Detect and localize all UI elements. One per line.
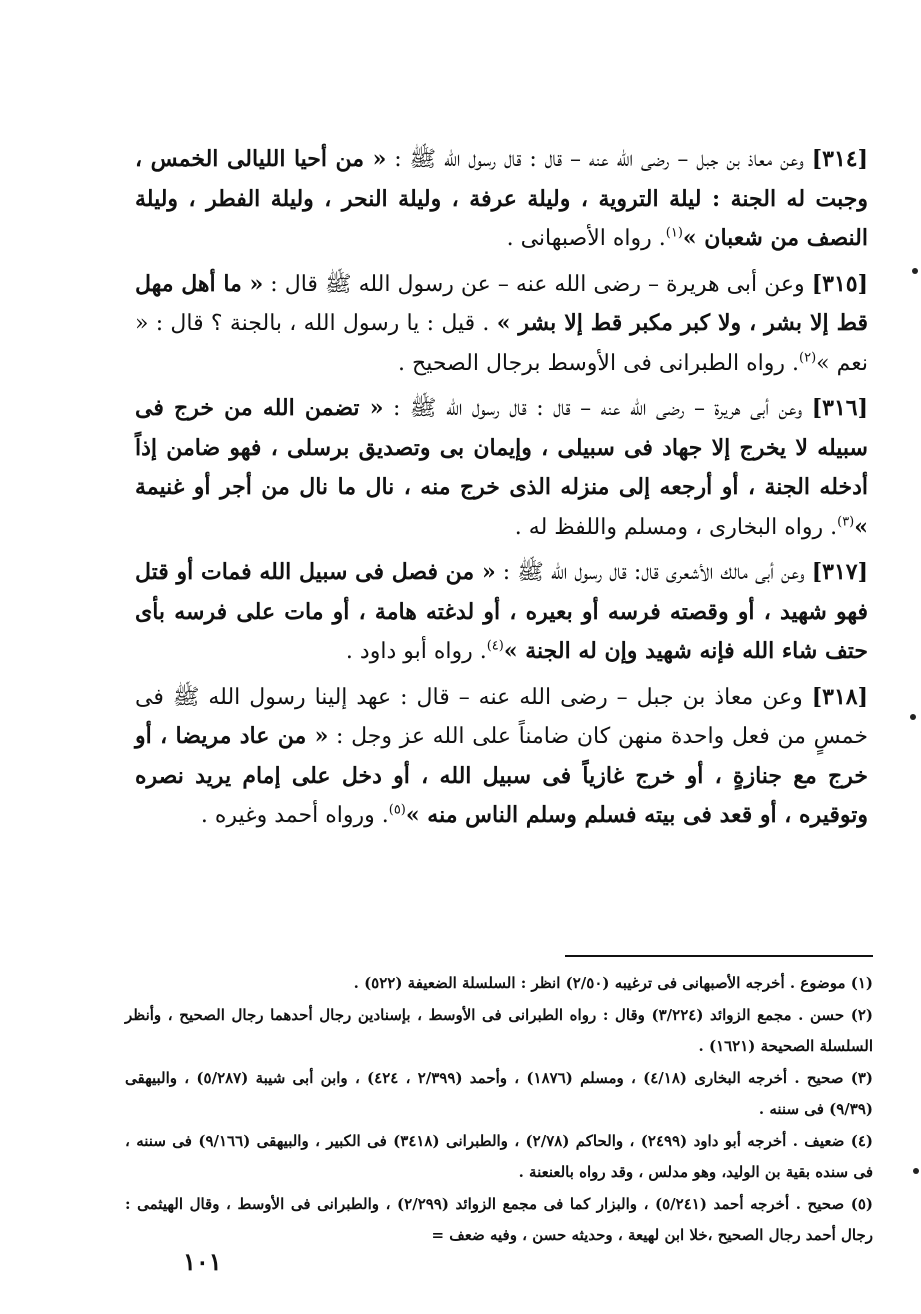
footnote-ref: (٥) — [388, 802, 406, 818]
hadith-314 — [135, 140, 868, 259]
hadith-quote: « تضمن الله من خرج فى سبيله لا يخرج إلا جهاد فى سبيلى ، وإيمان بى وتصديق برسلى ، فهو ضامن إذاً أدخله الجنة ، أو أرجعه إلى منزله الذى خرج منه ، نال ما نال من أجر أو غنيمة » — [135, 395, 868, 540]
footnote-3: (٣) صحيح . أخرجه البخارى (٤/١٨) ، ومسلم (١٨٧٦) ، وأحمد (٢/٣٩٩ ، ٤٢٤) ، وابن أبى شيبة (٥/٢٨٧) ، والبيهقى (٩/٣٩) فى سننه . — [125, 1068, 873, 1118]
hadith-number: [٣١٨] — [811, 683, 868, 710]
margin-mark — [910, 714, 916, 720]
hadith-source: . رواه أبو داود . — [345, 639, 487, 664]
footnotes — [125, 968, 873, 1252]
hadith-source: . رواه الأصبهانى . — [506, 226, 666, 251]
hadith-source: . ورواه أحمد وغيره . — [200, 803, 389, 828]
main-text — [135, 140, 868, 842]
hadith-quote: « من فصل فى سبيل الله فمات أو قتل فهو شهيد ، أو وقصته فرسه أو بعيره ، أو لدغته هامة ، أو مات على فرسه بأى حتف شاء الله فإنه شهيد وإن له الجنة » — [135, 559, 868, 664]
margin-mark — [912, 268, 918, 274]
footnote-ref: (٣) — [837, 514, 855, 530]
hadith-source: . رواه البخارى ، ومسلم واللفظ له . — [514, 514, 838, 540]
hadith-intro: وعن معاذ بن جبل – رضى الله عنه – قال : عهد إلينا رسول الله ﷺ فى خمسٍ من فعل واحدة منهن كان ضامناً على الله عز وجل : — [135, 684, 868, 749]
footnote-ref: (٤) — [486, 638, 504, 654]
footnote-ref: (٢) — [799, 350, 817, 366]
margin-mark — [913, 1168, 919, 1174]
hadith-intro: وعن أبى هريرة – رضى الله عنه – عن رسول الله ﷺ قال : — [263, 271, 812, 297]
hadith-317 — [135, 553, 868, 672]
hadith-source: . رواه الطبرانى فى الأوسط برجال الصحيح . — [398, 350, 800, 376]
footnote-5: (٥) صحيح . أخرجه أحمد (٥/٢٤١) ، والبزار كما فى مجمع الزوائد (٢/٢٩٩) ، والطبرانى فى الأوسط ، وقال الهيثمى : رجال أحمد رجال الصحيح ،خلا ابن لهيعة ، وحديثه حسن ، وفيه ضعف = — [125, 1194, 873, 1244]
hadith-quote: « من عاد مريضا ، أو خرج مع جنازةٍ ، أو خرج غازياً فى سبيل الله ، أو دخل على إمام يريد نصره وتوقيره ، أو قعد فى بيته فسلم وسلم الناس منه » — [135, 723, 868, 828]
hadith-intro: وعن أبى هريرة – رضى الله عنه – قال : قال رسول الله ﷺ : — [383, 396, 812, 421]
hadith-315 — [135, 265, 868, 384]
hadith-316 — [135, 389, 868, 547]
hadith-number: [٣١٥] — [811, 270, 868, 297]
footnote-4: (٤) ضعيف . أخرجه أبو داود (٢٤٩٩) ، والحاكم (٢/٧٨) ، والطبرانى (٣٤١٨) فى الكبير ، والبيهقى (٩/١٦٦) فى سننه ، فى سنده بقية بن الوليد، وهو مدلس ، وقد رواه بالعنعنة . — [125, 1131, 873, 1181]
hadith-quote: « ما أهل مهل قط إلا بشر ، ولا كبر مكبر قط إلا بشر » — [135, 270, 868, 336]
hadith-quote: « من أحيا الليالى الخمس ، وجبت له الجنة : ليلة التروية ، وليلة عرفة ، وليلة النحر ، وليلة الفطر ، وليلة النصف من شعبان » — [135, 146, 868, 251]
footnote-ref: (١) — [665, 225, 683, 241]
page-number: ١٠١ — [183, 1247, 222, 1276]
footnote-divider — [565, 955, 873, 957]
footnote-1: (١) موضوع . أخرجه الأصبهانى فى ترغيبه (٢/٥٠) انظر : السلسلة الضعيفة (٥٢٢) . — [353, 974, 873, 992]
hadith-intro: وعن معاذ بن جبل – رضى الله عنه – قال : قال رسول الله ﷺ : — [386, 147, 812, 172]
footnote-2: (٢) حسن . مجمع الزوائد (٣/٢٢٤) وقال : رواه الطبرانى فى الأوسط ، بإسنادين رجال أحدهما رجال الصحيح ، وأنظر السلسلة الصحيحة (١٦٢١) . — [125, 1005, 873, 1055]
hadith-intro: وعن أبى مالك الأشعرى قال: قال رسول الله ﷺ : — [495, 560, 812, 585]
hadith-318 — [135, 678, 868, 836]
hadith-number: [٣١٧] — [811, 559, 868, 585]
hadith-continuation: . قيل : يا رسول الله ، بالجنة ؟ قال : « نعم » — [135, 311, 868, 376]
hadith-number: [٣١٦] — [811, 395, 868, 421]
hadith-number: [٣١٤] — [811, 146, 868, 172]
